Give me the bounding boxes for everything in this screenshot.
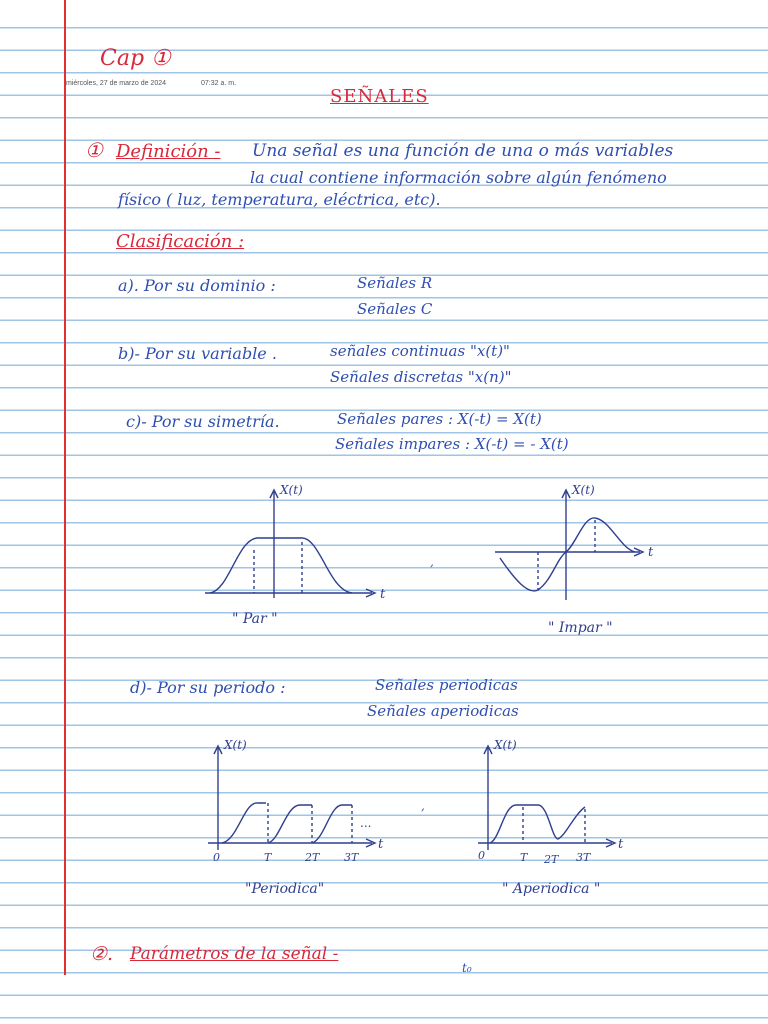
plot-aperiodica-caption: " Aperiodica " <box>502 881 601 897</box>
plot-aperiodica-tick: T <box>520 851 528 864</box>
plot-aperiodica-ylabel: X(t) <box>494 738 517 752</box>
plot-periodica-tick: T <box>264 851 272 864</box>
plot-periodica-ylabel: X(t) <box>224 738 247 752</box>
definition-label: Definición - <box>116 141 221 162</box>
plot-aperiodica-tick: 3T <box>576 851 591 864</box>
plot-aperiodica-origin: 0 <box>478 849 485 862</box>
definition-line-1: Una señal es una función de una o más variables <box>252 141 674 161</box>
date-stamp: miércoles, 27 de marzo de 2024 <box>66 80 166 87</box>
separator-mark-2: , <box>421 799 425 813</box>
plot-periodica-caption: "Periodica" <box>245 881 325 897</box>
section-2-heading: Parámetros de la señal - <box>130 944 339 964</box>
class-a-label: a). Por su dominio : <box>118 276 276 295</box>
plot-aperiodica-curve <box>490 805 585 843</box>
plot-periodica-dots: ... <box>360 816 372 830</box>
class-d-label: d)- Por su periodo : <box>130 678 286 697</box>
footer-mark: t₀ <box>462 961 472 975</box>
plot-periodica-wave <box>222 803 352 843</box>
plot-periodica-xlabel: t <box>378 837 384 852</box>
plot-impar-curve <box>500 518 635 591</box>
class-c-item-2: Señales impares : X(-t) = - X(t) <box>335 435 569 453</box>
definition-line-2: la cual contiene información sobre algún fenómeno <box>250 168 667 187</box>
plot-periodica-tick: 3T <box>344 851 359 864</box>
page-margin-line <box>64 0 66 975</box>
class-d-item-1: Señales periodicas <box>375 676 518 694</box>
plot-aperiodica-tick: 2T <box>544 853 559 866</box>
plot-par-caption: " Par " <box>232 611 278 627</box>
clasificacion-heading: Clasificación : <box>116 231 245 252</box>
plot-periodica-origin: 0 <box>213 851 220 864</box>
definition-marker: ① <box>85 138 103 162</box>
plot-par-xlabel: t <box>380 587 386 602</box>
definition-line-3: físico ( luz, temperatura, eléctrica, etc). <box>118 190 441 209</box>
class-d-item-2: Señales aperiodicas <box>367 702 519 720</box>
plot-par-curve <box>210 538 352 593</box>
plot-impar <box>490 480 690 640</box>
class-c-item-1: Señales pares : X(-t) = X(t) <box>337 410 542 428</box>
plot-impar-ylabel: X(t) <box>572 483 595 497</box>
plot-impar-xlabel: t <box>648 545 654 560</box>
plot-aperiodica <box>470 735 670 895</box>
page-title: SEÑALES <box>330 86 429 107</box>
plot-par-ylabel: X(t) <box>280 483 303 497</box>
plot-periodica <box>200 735 400 895</box>
separator-mark-1: , <box>430 555 434 569</box>
class-a-item-1: Señales R <box>357 274 433 292</box>
class-b-label: b)- Por su variable . <box>118 344 277 363</box>
chapter-heading: Cap ① <box>100 46 171 71</box>
plot-aperiodica-xlabel: t <box>618 837 624 852</box>
plot-par <box>200 480 400 640</box>
section-2-marker: ②. <box>90 943 114 965</box>
time-stamp: 07:32 a. m. <box>201 80 237 87</box>
class-b-item-2: Señales discretas "x(n)" <box>330 368 512 386</box>
class-c-label: c)- Por su simetría. <box>126 412 280 431</box>
class-a-item-2: Señales C <box>357 300 433 318</box>
plot-periodica-tick: 2T <box>305 851 320 864</box>
class-b-item-1: señales continuas "x(t)" <box>330 342 510 360</box>
plot-impar-caption: " Impar " <box>548 620 613 636</box>
